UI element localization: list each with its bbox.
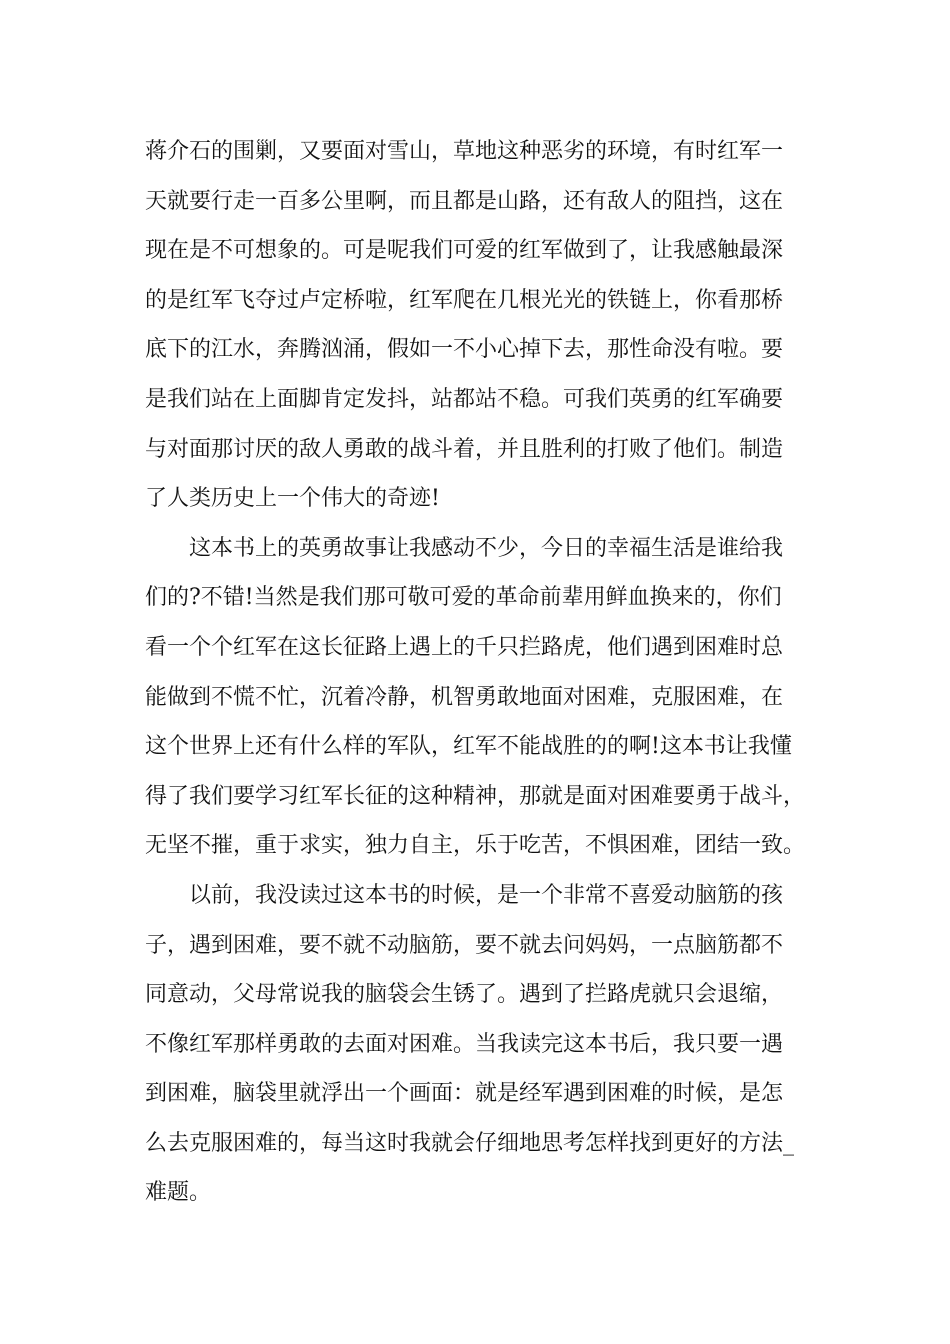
text-line: 得了我们要学习红军长征的这种精神，那就是面对困难要勇于战斗， <box>145 783 806 809</box>
paragraph-2 <box>145 524 825 871</box>
text-line: 看一个个红军在这长征路上遇上的千只拦路虎，他们遇到困难时总 <box>145 634 784 660</box>
text-line: 么去克服困难的，每当这时我就会仔细地思考怎样找到更好的方法_ <box>145 1130 795 1156</box>
text-line: 是我们站在上面脚肯定发抖，站都站不稳。可我们英勇的红军确要 <box>145 386 784 412</box>
text-line: 了人类历史上一个伟大的奇迹! <box>145 486 440 512</box>
text-line: 现在是不可想象的。可是呢我们可爱的红军做到了，让我感触最深 <box>145 238 784 264</box>
text-line: 蒋介石的围剿，又要面对雪山，草地这种恶劣的环境，有时红军一 <box>145 139 784 164</box>
text-line: 不像红军那样勇敢的去面对困难。当我读完这本书后，我只要一遇 <box>145 1031 784 1057</box>
text-line: 以前，我没读过这本书的时候，是一个非常不喜爱动脑筋的孩 <box>189 882 784 908</box>
text-line: 能做到不慌不忙，沉着冷静，机智勇敢地面对困难，克服困难，在 <box>145 684 784 710</box>
text-line: 无坚不摧，重于求实，独力自主，乐于吃苦，不惧困难，团结一致。 <box>145 833 806 859</box>
text-line: 同意动，父母常说我的脑袋会生锈了。遇到了拦路虎就只会退缩， <box>145 982 784 1008</box>
paragraph-3 <box>145 871 825 1218</box>
text-line: 们的?不错!当然是我们那可敬可爱的革命前辈用鲜血换来的，你们 <box>145 585 782 611</box>
text-line: 子，遇到困难，要不就不动脑筋，要不就去问妈妈，一点脑筋都不 <box>145 932 784 958</box>
text-line: 这个世界上还有什么样的军队，红军不能战胜的的啊!这本书让我懂 <box>145 734 792 760</box>
text-line: 难题。 <box>145 1180 212 1206</box>
text-line: 天就要行走一百多公里啊，而且都是山路，还有敌人的阻挡，这在 <box>145 188 784 214</box>
paragraph-1 <box>145 127 825 524</box>
text-line: 底下的江水，奔腾汹涌，假如一不小心掉下去，那性命没有啦。要 <box>145 337 784 363</box>
text-line: 到困难，脑袋里就浮出一个画面：就是经军遇到困难的时候，是怎 <box>145 1081 784 1107</box>
text-line: 这本书上的英勇故事让我感动不少，今日的幸福生活是谁给我 <box>189 535 784 561</box>
body-text <box>145 127 825 1218</box>
text-line: 与对面那讨厌的敌人勇敢的战斗着，并且胜利的打败了他们。制造 <box>145 436 784 462</box>
text-line: 的是红军飞夺过卢定桥啦，红军爬在几根光光的铁链上，你看那桥 <box>145 287 784 313</box>
